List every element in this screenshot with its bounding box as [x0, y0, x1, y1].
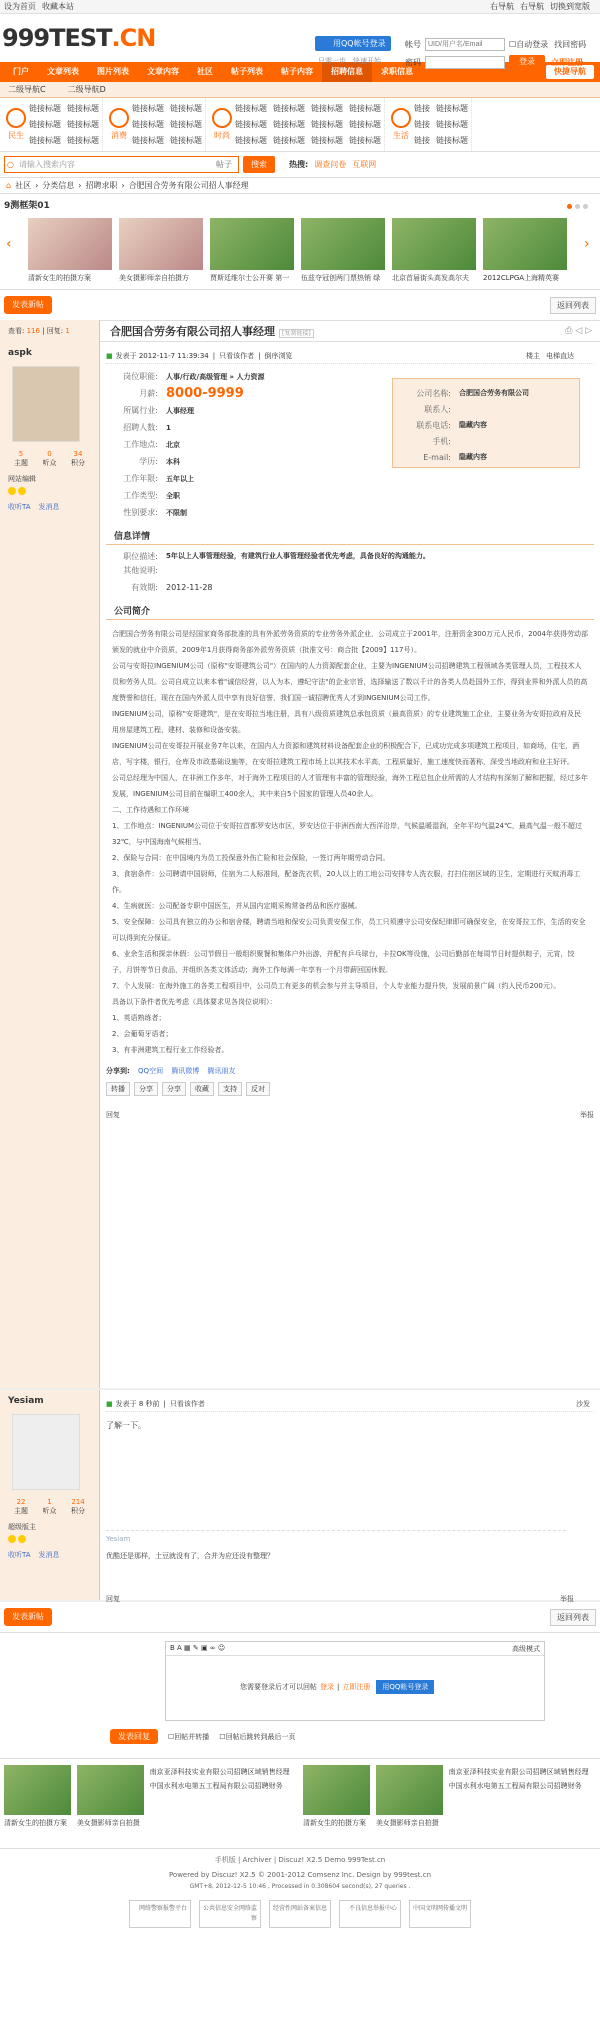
author-panel — [0, 342, 100, 1388]
intro-paragraph: 7、个人发展：在海外施工的各类工程项目中，公司员工有更多的机会参与并主导项目，个人专业能力提升快，发展前景广阔（约人民币200元）。 — [112, 982, 561, 990]
quick-link[interactable]: 链接标题 — [67, 120, 99, 129]
medal-icon — [8, 487, 16, 495]
slider-item[interactable]: 美女摄影师亲自拍摄方 — [119, 218, 203, 283]
breadcrumb: ⌂ 社区 › 分类信息 › 招聘求职 › 合肥国合劳务有限公司招人事经理 — [0, 178, 600, 194]
slider-item[interactable]: 北京首届街头高发高尔夫 — [392, 218, 476, 283]
footer-badges — [0, 1900, 600, 1928]
link-group — [385, 98, 472, 151]
new-post-button[interactable]: 发表新帖 — [4, 296, 52, 314]
quick-nav-button[interactable]: 快捷导航 — [546, 65, 594, 79]
crumb-item[interactable]: 招聘求职 — [85, 181, 118, 190]
quick-link[interactable]: 链接标题 — [235, 104, 267, 113]
search-button[interactable]: 搜索 — [243, 156, 275, 173]
intro-paragraph: 公司与安哥拉INGENIUM公司（原称"安哥建筑公司"）在国内的人力资源配套企业，主要为INGENIUM公司招聘建筑工程领域各类管理人员，工程技术人员和劳务人员。公司自成立以来本着"诚信经营，以人为本，遵纪守法"的企业宗旨，选择输送了数以千计的各类人员赴国外工作，得到业界和外派人员的高度赞誉和信任，现在在国内外派人员中享有良好信誉，我们国一诚招聘优秀人才到INGENIUM公司工作。 — [112, 662, 588, 702]
stat-item[interactable]: 5 主题 — [14, 450, 28, 467]
intro-paragraph: 3、有非洲建筑工程行业工作经验者。 — [112, 1046, 229, 1054]
intro-paragraph: 公司总经理为中国人，在非洲工作多年，对于海外工程项目的人才管理有丰富的管理经验，海外工程总包企业所需的人才结构有深刻了解和把握，经过多年发展，INGENIUM公司目前在编职工400余人，其中来自5个国家的管理人员40余人。 — [112, 774, 588, 798]
intro-paragraph: 2、保险与合同：在中国境内为员工投保意外伤亡险和社会保险，一签订两年期劳动合同。 — [112, 854, 390, 862]
slider-item[interactable]: 伍兹夺冠创两门票热销 绿 — [301, 218, 385, 283]
company-field: 公司名称: 合肥国合劳务有限公司 — [416, 388, 529, 398]
intro-paragraph: 2、会葡萄牙语者； — [112, 1030, 173, 1038]
print-icon[interactable]: ⎙ ◁ ▷ — [565, 326, 592, 336]
intro-paragraph: 1、英语熟练者； — [112, 1014, 166, 1022]
search-input[interactable]: ○ 请输入搜索内容 帖子 — [4, 156, 239, 173]
submit-reply-button[interactable]: 发表回复 — [110, 1729, 158, 1744]
post-footer — [106, 1590, 574, 1604]
repost-checkbox[interactable]: ☐ — [168, 1732, 175, 1741]
footer-badge[interactable]: 不良信息举报中心 — [339, 1900, 401, 1928]
user-group[interactable]: 超级版主 — [8, 1523, 36, 1531]
bottom-gallery-item[interactable]: 清新女生的拍摄方案 — [303, 1765, 370, 1842]
home-icon[interactable]: ⌂ — [6, 181, 12, 190]
nav-item[interactable]: 帖子列表 — [231, 67, 263, 76]
quick-link[interactable]: 链接 — [414, 136, 430, 145]
action-bar-bottom — [0, 1602, 600, 1632]
qq-login-button[interactable]: 用QQ帐号登录 — [315, 36, 391, 51]
post-meta: ■ 发表于 2012-11-7 11:39:34 | 只看该作者 | 倒序浏览 楼主 电梯直达 — [106, 348, 594, 364]
slider-image[interactable] — [210, 218, 294, 270]
bottom-gallery-item[interactable]: 美女摄影师亲自拍摄 — [77, 1765, 144, 1842]
job-field: 工作类型: 全职 — [123, 491, 180, 500]
hot-link[interactable]: 互联网 — [352, 160, 377, 169]
only-author-link[interactable]: 只看该作者 — [169, 1399, 205, 1408]
quick-link[interactable]: 链接标题 — [436, 136, 468, 145]
company-box — [392, 378, 580, 468]
footer-badge[interactable]: 中国文明网传播文明 — [409, 1900, 471, 1928]
slider-title: 9测框架01 — [4, 201, 50, 211]
reply-editor-area — [0, 1632, 600, 1758]
valid-date: 有效期: 2012-11-28 — [131, 583, 213, 592]
stat-item[interactable]: 34 积分 — [71, 450, 85, 467]
intro-paragraph: 二、工作待遇和工作环境 — [112, 806, 189, 814]
reply-editor[interactable]: B A ▦ ✎ ▣ ∞ ☺ 高级模式 您需要登录后才可以回帖 登录 | 立即注册 用QQ帐号登录 — [165, 1641, 545, 1721]
footer — [0, 1848, 600, 1928]
category-icon[interactable]: 时尚 — [209, 108, 235, 142]
quick-link[interactable]: 链接标题 — [436, 104, 468, 113]
company-field: E-mail: 隐藏内容 — [423, 452, 487, 462]
quick-link[interactable]: 链接标题 — [273, 104, 305, 113]
company-intro — [106, 626, 594, 1058]
category-icon[interactable]: 民生 — [3, 108, 29, 142]
user-group[interactable]: 网站编辑 — [8, 475, 36, 483]
bottom-text-list: 南京亚泽科技实业有限公司招聘区域销售经理 中国水利水电第五工程局有限公司招聘财务 — [448, 1768, 589, 1790]
intro-title: 公司简介 — [106, 602, 594, 620]
quick-link[interactable]: 链接标题 — [170, 120, 202, 129]
post-action-button[interactable]: 支持 — [218, 1082, 242, 1096]
quick-link[interactable]: 链接标题 — [311, 104, 343, 113]
nav-item[interactable]: 社区 — [197, 67, 213, 76]
quick-link[interactable]: 链接标题 — [273, 136, 305, 145]
slider-image[interactable] — [483, 218, 567, 270]
intro-paragraph: 4、生病就医：公司配备专职中国医生，并从国内定期采购常备药品和医疗器械。 — [112, 902, 362, 910]
footer-badge[interactable]: 网络警察报警平台 — [129, 1900, 191, 1928]
report-button[interactable]: 举报 — [580, 1111, 594, 1119]
intro-paragraph: 3、食宿条件：公司聘请中国厨师，住宿为二人标准间，配备洗衣机，20人以上的工地公司安排专人洗衣服，打扫住宿区域的卫生，定期进行灭蚊消毒工作。 — [112, 870, 581, 894]
avatar[interactable] — [12, 1414, 80, 1490]
follow-button[interactable]: 收听TA — [8, 503, 31, 511]
thread-title: 合肥国合劳务有限公司招人事经理 [复制链接] — [110, 323, 314, 339]
bottom-gallery — [0, 1758, 600, 1848]
quick-link[interactable]: 链接标题 — [29, 120, 61, 129]
qq-login-hint: 只需一步，快速开始 — [318, 57, 381, 65]
message-button[interactable]: 发消息 — [38, 1551, 60, 1559]
category-icon[interactable]: 生活 — [388, 108, 414, 142]
slider-image[interactable] — [28, 218, 112, 270]
intro-paragraph: INGENIUM公司在安哥拉开展业务7年以来，在国内人力资源和建筑材料设备配套企业的积极配合下，已成功完成多项建筑工程项目，如商场，住宅，酒店，写字楼，银行，仓库及市政基础设施等，在安哥拉建筑工程市场上以其技术水平高，工程质量好，施工速度快而著称，深受当地政府和业主好评。 — [112, 742, 580, 766]
subnav-item[interactable]: 二级导航C — [8, 85, 46, 94]
slider-dots[interactable] — [564, 202, 588, 212]
intro-paragraph: 1、工作地点：INGENIUM公司位于安哥拉首都罗安达市区，罗安达位于非洲西南大西洋沿岸，气候温暖湿润，全年平均气温24℃，最高气温一般不超过32℃，与中国海南气候相当。 — [112, 822, 582, 846]
nav-item[interactable]: 求职信息 — [381, 67, 413, 76]
footer-gmt: GMT+8, 2012-12-5 10:46 , Processed in 0.308604 second(s), 27 queries . — [189, 1883, 411, 1890]
post-action-button[interactable]: 转播 — [106, 1082, 130, 1096]
post-footer — [106, 1106, 594, 1120]
image-slider — [0, 194, 600, 290]
online-icon: ■ — [106, 1399, 113, 1408]
slider-item[interactable]: 清新女生的拍摄方案 — [28, 218, 112, 283]
nav-item[interactable]: 门户 — [13, 67, 29, 76]
follow-button[interactable]: 收听TA — [8, 1551, 31, 1559]
other-note: 其他说明: — [123, 566, 158, 575]
top-bar — [0, 0, 600, 14]
forgot-link[interactable]: 找回密码 — [554, 39, 587, 49]
intro-paragraph: 6、业余生活和探亲休假：公司节假日一般组织聚餐和集体户外出游，并配有乒乓球台，卡拉OK等设施，公司后勤部在每周节日时提供粽子，元宵，饺子，月饼等节日食品，并组织各类文体活动；海外工作每满一年享有一个月带薪回国休假。 — [112, 950, 575, 974]
repost-label: 回帖并转播 — [174, 1732, 210, 1741]
post-action-button[interactable]: 分享 — [134, 1082, 158, 1096]
next-arrow-icon[interactable]: › — [584, 236, 590, 252]
slider-item[interactable]: 贾斯廷维尔士公开赛 第一 — [210, 218, 294, 283]
bottom-text-list: 南京亚泽科技实业有限公司招聘区域销售经理 中国水利水电第五工程局有限公司招聘财务 — [149, 1768, 290, 1790]
intro-paragraph: 具备以下条件者优先考虑（具体要求见各岗位说明）： — [112, 998, 277, 1006]
bookmark-link[interactable]: 收藏本站 — [42, 2, 74, 11]
quick-link[interactable]: 链接 — [414, 104, 430, 113]
link-group — [103, 98, 206, 151]
link-group — [206, 98, 385, 151]
quick-link[interactable]: 链接标题 — [29, 104, 61, 113]
quick-link[interactable]: 链接标题 — [170, 136, 202, 145]
quick-link[interactable]: 链接标题 — [273, 120, 305, 129]
medal-icon — [18, 1535, 26, 1543]
post-2 — [0, 1390, 600, 1602]
job-field: 工作地点: 北京 — [123, 440, 180, 449]
editor-toolbar[interactable]: B A ▦ ✎ ▣ ∞ ☺ 高级模式 — [166, 1642, 544, 1656]
reply-button[interactable]: 回复 — [106, 1111, 120, 1119]
quick-link[interactable]: 链接 — [414, 120, 430, 129]
category-icon[interactable]: 消费 — [106, 108, 132, 142]
job-field: 岗位职能: 人事/行政/高级管理 » 人力资源 — [123, 372, 265, 381]
password-input[interactable] — [425, 56, 505, 69]
crumb-item: 合肥国合劳务有限公司招人事经理 — [128, 181, 249, 190]
floor-label: 沙发 — [576, 1399, 590, 1408]
bottom-gallery-item[interactable]: 清新女生的拍摄方案 — [4, 1765, 71, 1842]
footer-links[interactable]: 手机版 | Archiver | Discuz! X2.5 Demo 999Test.cn — [214, 1856, 386, 1864]
quick-link[interactable]: 链接标题 — [436, 120, 468, 129]
job-field: 性别要求: 不限制 — [123, 508, 187, 517]
post-content — [100, 342, 600, 1388]
quick-link[interactable]: 链接标题 — [235, 136, 267, 145]
jump-label: 回帖后跳转到最后一页 — [225, 1732, 296, 1741]
share-friend-link[interactable]: 腾讯朋友 — [207, 1067, 236, 1075]
medal-icon — [18, 487, 26, 495]
action-bar — [0, 290, 600, 320]
login-button[interactable]: 登录 — [509, 55, 545, 69]
stat-item[interactable]: 0 听众 — [42, 450, 57, 467]
intro-paragraph: 合肥国合劳务有限公司是经国家商务部批准的具有外派劳务资质的专业劳务外派企业，公司成立于2001年，注册资金300万元人民币，2004年获得劳动部颁发的就业中介资质，2009年1月获得商务部外派劳务资质（批准文号：商合批【2009】117号）。 — [112, 630, 588, 654]
share-qzone-link[interactable]: QQ空间 — [138, 1067, 164, 1075]
report-button[interactable]: 举报 — [560, 1595, 574, 1603]
post-action-button[interactable]: 反对 — [246, 1082, 270, 1096]
jump-checkbox[interactable]: ☐ — [219, 1732, 226, 1741]
reply-text: 了解一下。 — [106, 1421, 146, 1430]
job-field: 学历: 本科 — [139, 457, 180, 466]
reverse-link[interactable]: 倒序浏览 — [264, 351, 293, 360]
account-label: 帐号 — [405, 39, 421, 49]
right-nav-link[interactable]: 右导航 — [490, 2, 514, 11]
share-weibo-link[interactable]: 腾讯微博 — [171, 1067, 200, 1075]
author-stats — [14, 450, 85, 468]
thread-stats: 查看: 116 | 回复: 1 — [0, 320, 100, 342]
quick-link[interactable]: 链接标题 — [132, 120, 164, 129]
job-field: 招聘人数: 1 — [123, 423, 171, 432]
remember-label: 自动登录 — [516, 39, 549, 49]
quick-link[interactable]: 链接标题 — [170, 104, 202, 113]
link-bar — [0, 98, 600, 152]
hot-label: 热搜: — [289, 160, 309, 169]
footer-badge[interactable]: 经营性网站备案信息 — [269, 1900, 331, 1928]
quick-link[interactable]: 链接标题 — [311, 136, 343, 145]
bottom-gallery-item[interactable]: 美女摄影师亲自拍摄 — [376, 1765, 443, 1842]
register-link[interactable]: 立即注册 — [551, 57, 583, 67]
post-meta: ■ 发表于 8 秒前 | 只看该作者 沙发 — [106, 1396, 594, 1412]
post-actions — [106, 1082, 594, 1096]
detail-title: 信息详情 — [106, 527, 594, 545]
quick-link[interactable]: 链接标题 — [349, 136, 381, 145]
back-to-list-button[interactable]: 返回列表 — [550, 297, 596, 314]
hot-link[interactable]: 调查问卷 — [314, 160, 347, 169]
copy-link-button[interactable]: [复制链接] — [279, 329, 314, 338]
prev-arrow-icon[interactable]: ‹ — [6, 236, 12, 252]
avatar[interactable] — [12, 366, 80, 442]
post-action-button[interactable]: 收藏 — [190, 1082, 214, 1096]
search-type-select[interactable]: 帖子 — [216, 160, 232, 169]
company-field: 手机: — [432, 436, 451, 446]
quick-link[interactable]: 链接标题 — [311, 120, 343, 129]
login-hint: 您需要登录后才可以回帖 — [240, 1683, 317, 1691]
post-1 — [0, 342, 600, 1390]
quick-link[interactable]: 链接标题 — [67, 136, 99, 145]
footer-badge[interactable]: 公共信息安全网络监察 — [199, 1900, 261, 1928]
author-panel — [0, 1390, 100, 1600]
stat-item[interactable]: 214 积分 — [71, 1498, 85, 1515]
quick-link[interactable]: 链接标题 — [235, 120, 267, 129]
stat-item[interactable]: 22 主题 — [14, 1498, 28, 1515]
thread-title-bar — [0, 320, 600, 342]
message-button[interactable]: 发消息 — [38, 503, 60, 511]
online-icon: ■ — [106, 351, 113, 360]
sub-nav — [0, 82, 600, 98]
post-action-button[interactable]: 分享 — [162, 1082, 186, 1096]
job-field: 工作年限: 五年以上 — [123, 474, 194, 483]
quick-link[interactable]: 链接标题 — [29, 136, 61, 145]
register-link[interactable]: 立即注册 — [342, 1683, 371, 1691]
footer-powered: Powered by Discuz! X2.5 © 2001-2012 Comsenz Inc. Design by 999test.cn — [168, 1871, 432, 1879]
link-group — [0, 98, 103, 151]
only-author-link[interactable]: 只看该作者 — [219, 351, 255, 360]
company-field: 联系电话: 隐藏内容 — [416, 420, 487, 430]
nav-item[interactable]: 图片列表 — [97, 67, 129, 76]
nav-item[interactable]: 文章内容 — [147, 67, 179, 76]
intro-paragraph: INGENIUM公司，原称"安哥建筑"，是在安哥拉当地注册，具有八级资质建筑总承包资质（最高资质）的专业建筑施工企业，主要业务为安哥拉政府及民用房屋建筑工程，建材、装修和设备安装。 — [112, 710, 582, 734]
author-name[interactable]: aspk — [8, 348, 32, 358]
new-post-button[interactable]: 发表新帖 — [4, 1608, 52, 1626]
back-to-list-button[interactable]: 返回列表 — [550, 1609, 596, 1626]
search-icon: ○ — [7, 160, 14, 169]
set-home-link[interactable]: 设为首页 — [4, 2, 36, 11]
nav-item-active[interactable]: 招聘信息 — [322, 62, 372, 82]
wide-toggle-link[interactable]: 切换到宽版 — [550, 2, 590, 11]
post-content — [100, 1390, 600, 1603]
author-name[interactable]: Yesiam — [8, 1396, 44, 1406]
login-link[interactable]: 登录 — [320, 1683, 334, 1691]
nav-item[interactable]: 文章列表 — [47, 67, 79, 76]
signature: Yesiam 优酷还是那样，土豆就没有了，合并为应还没有整理？ — [106, 1530, 566, 1561]
share-bar: 分享到: QQ空间 腾讯微博 腾讯朋友 — [106, 1067, 236, 1075]
quick-link[interactable]: 链接标题 — [132, 104, 164, 113]
quick-link[interactable]: 链接标题 — [132, 136, 164, 145]
floor-label: 楼主 — [526, 351, 540, 360]
remember-checkbox[interactable]: ☐ — [509, 39, 517, 49]
slider-image[interactable] — [301, 218, 385, 270]
login-form — [405, 36, 586, 72]
reply-button[interactable]: 回复 — [106, 1595, 120, 1603]
slider-image[interactable] — [119, 218, 203, 270]
slider-item[interactable]: 2012CLPGA上海精英赛 — [483, 218, 567, 283]
site-logo[interactable]: 999TEST.CN — [2, 24, 156, 52]
job-desc: 职位描述: 5年以上人事管理经验，有建筑行业人事管理经验者优先考虑，具备良好的沟通能力。 — [123, 552, 430, 561]
header — [0, 14, 600, 67]
medal-icon — [8, 1535, 16, 1543]
intro-paragraph: 5、安全保障：公司具有独立的办公和宿舍楼，聘请当地和保安公司负责安保工作，员工只须遵守公司安保纪律即可确保安全，在安哥拉工作，生活的安全可以得到充分保证。 — [112, 918, 586, 942]
advanced-mode-link[interactable]: 高级模式 — [512, 1645, 540, 1653]
job-field: 月薪: 8000-9999 — [139, 386, 244, 401]
jump-input[interactable]: 电梯直达 — [546, 351, 574, 360]
right-nav-link[interactable]: 右导航 — [520, 2, 544, 11]
crumb-item[interactable]: 分类信息 — [42, 181, 75, 190]
company-field: 联系人: — [424, 404, 451, 414]
author-stats — [14, 1498, 85, 1516]
qq-login-button[interactable]: 用QQ帐号登录 — [376, 1680, 434, 1694]
quick-link[interactable]: 链接标题 — [67, 104, 99, 113]
account-input[interactable] — [425, 38, 505, 51]
password-label: 密码 — [405, 57, 421, 67]
slider-image[interactable] — [392, 218, 476, 270]
job-field: 所属行业: 人事经理 — [123, 406, 194, 415]
crumb-item[interactable]: 社区 — [15, 181, 32, 190]
stat-item[interactable]: 1 听众 — [42, 1498, 57, 1515]
subnav-item[interactable]: 二级导航D — [67, 85, 106, 94]
quick-link[interactable]: 链接标题 — [349, 120, 381, 129]
nav-item[interactable]: 帖子内容 — [281, 67, 313, 76]
search-bar — [0, 152, 600, 178]
quick-link[interactable]: 链接标题 — [349, 104, 381, 113]
